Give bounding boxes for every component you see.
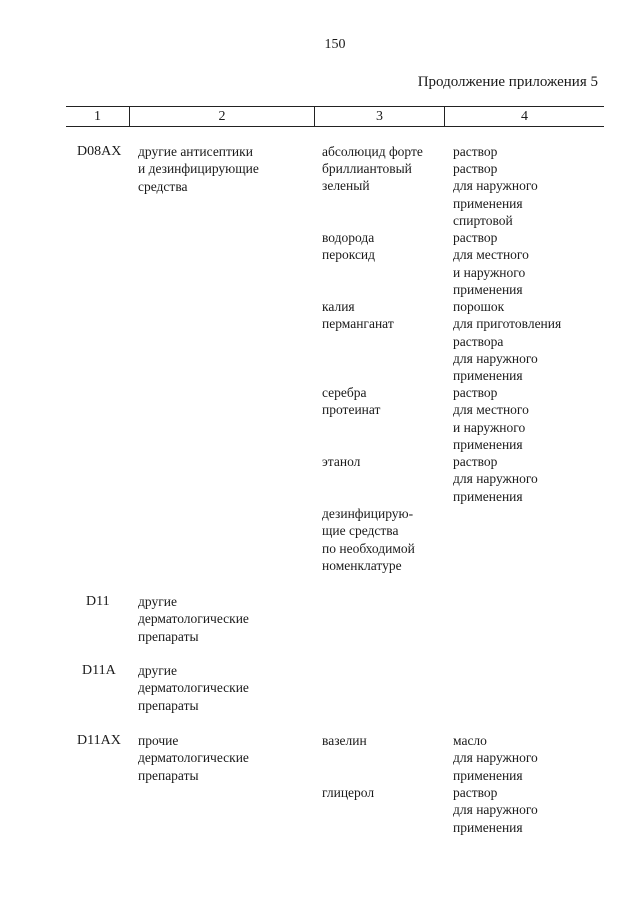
drug-form: масло для наружного применения — [453, 733, 538, 783]
drug-form: раствор для наружного применения спиртовой — [453, 161, 538, 228]
drug-name: водорода пероксид — [322, 230, 376, 263]
drug-name: этанол — [322, 454, 361, 469]
row-code: D11 — [86, 594, 110, 609]
page-number: 150 — [324, 37, 346, 52]
column-header-1: 1 — [66, 107, 130, 126]
row-code: D11A — [82, 663, 116, 678]
drug-form: раствор — [453, 144, 498, 159]
table-header — [66, 106, 604, 127]
column-header-4: 4 — [521, 109, 528, 124]
drug-name: калия перманганат — [322, 299, 394, 332]
row-group-name: другие дерматологические препараты — [138, 663, 249, 713]
column-header-2: 2 — [130, 107, 315, 126]
row-group-name: другие антисептики и дезинфицирующие средства — [138, 144, 259, 194]
drug-name: вазелин — [322, 733, 367, 748]
drug-name: серебра протеинат — [322, 385, 381, 418]
column-header-3: 3 — [315, 107, 445, 126]
drug-form: раствор для наружного применения — [453, 785, 538, 835]
drug-form: раствор для местного и наружного применения — [453, 385, 529, 452]
drug-name: бриллиантовый зеленый — [322, 161, 412, 194]
drug-form: порошок для приготовления раствора для наружного применения — [453, 299, 562, 384]
row-group-name: другие дерматологические препараты — [138, 594, 249, 644]
row-code: D08AX — [77, 144, 122, 159]
row-code: D11AX — [77, 733, 121, 748]
drug-name: глицерол — [322, 785, 375, 800]
row-group-name: прочие дерматологические препараты — [138, 733, 249, 783]
drug-form: раствор для наружного применения — [453, 454, 538, 504]
continuation-label: Продолжение приложения 5 — [417, 74, 598, 90]
drug-form: раствор для местного и наружного применения — [453, 230, 529, 297]
drug-name: дезинфицирую- щие средства по необходимой номенклатуре — [322, 506, 415, 573]
drug-name: абсолюцид форте — [322, 144, 423, 159]
